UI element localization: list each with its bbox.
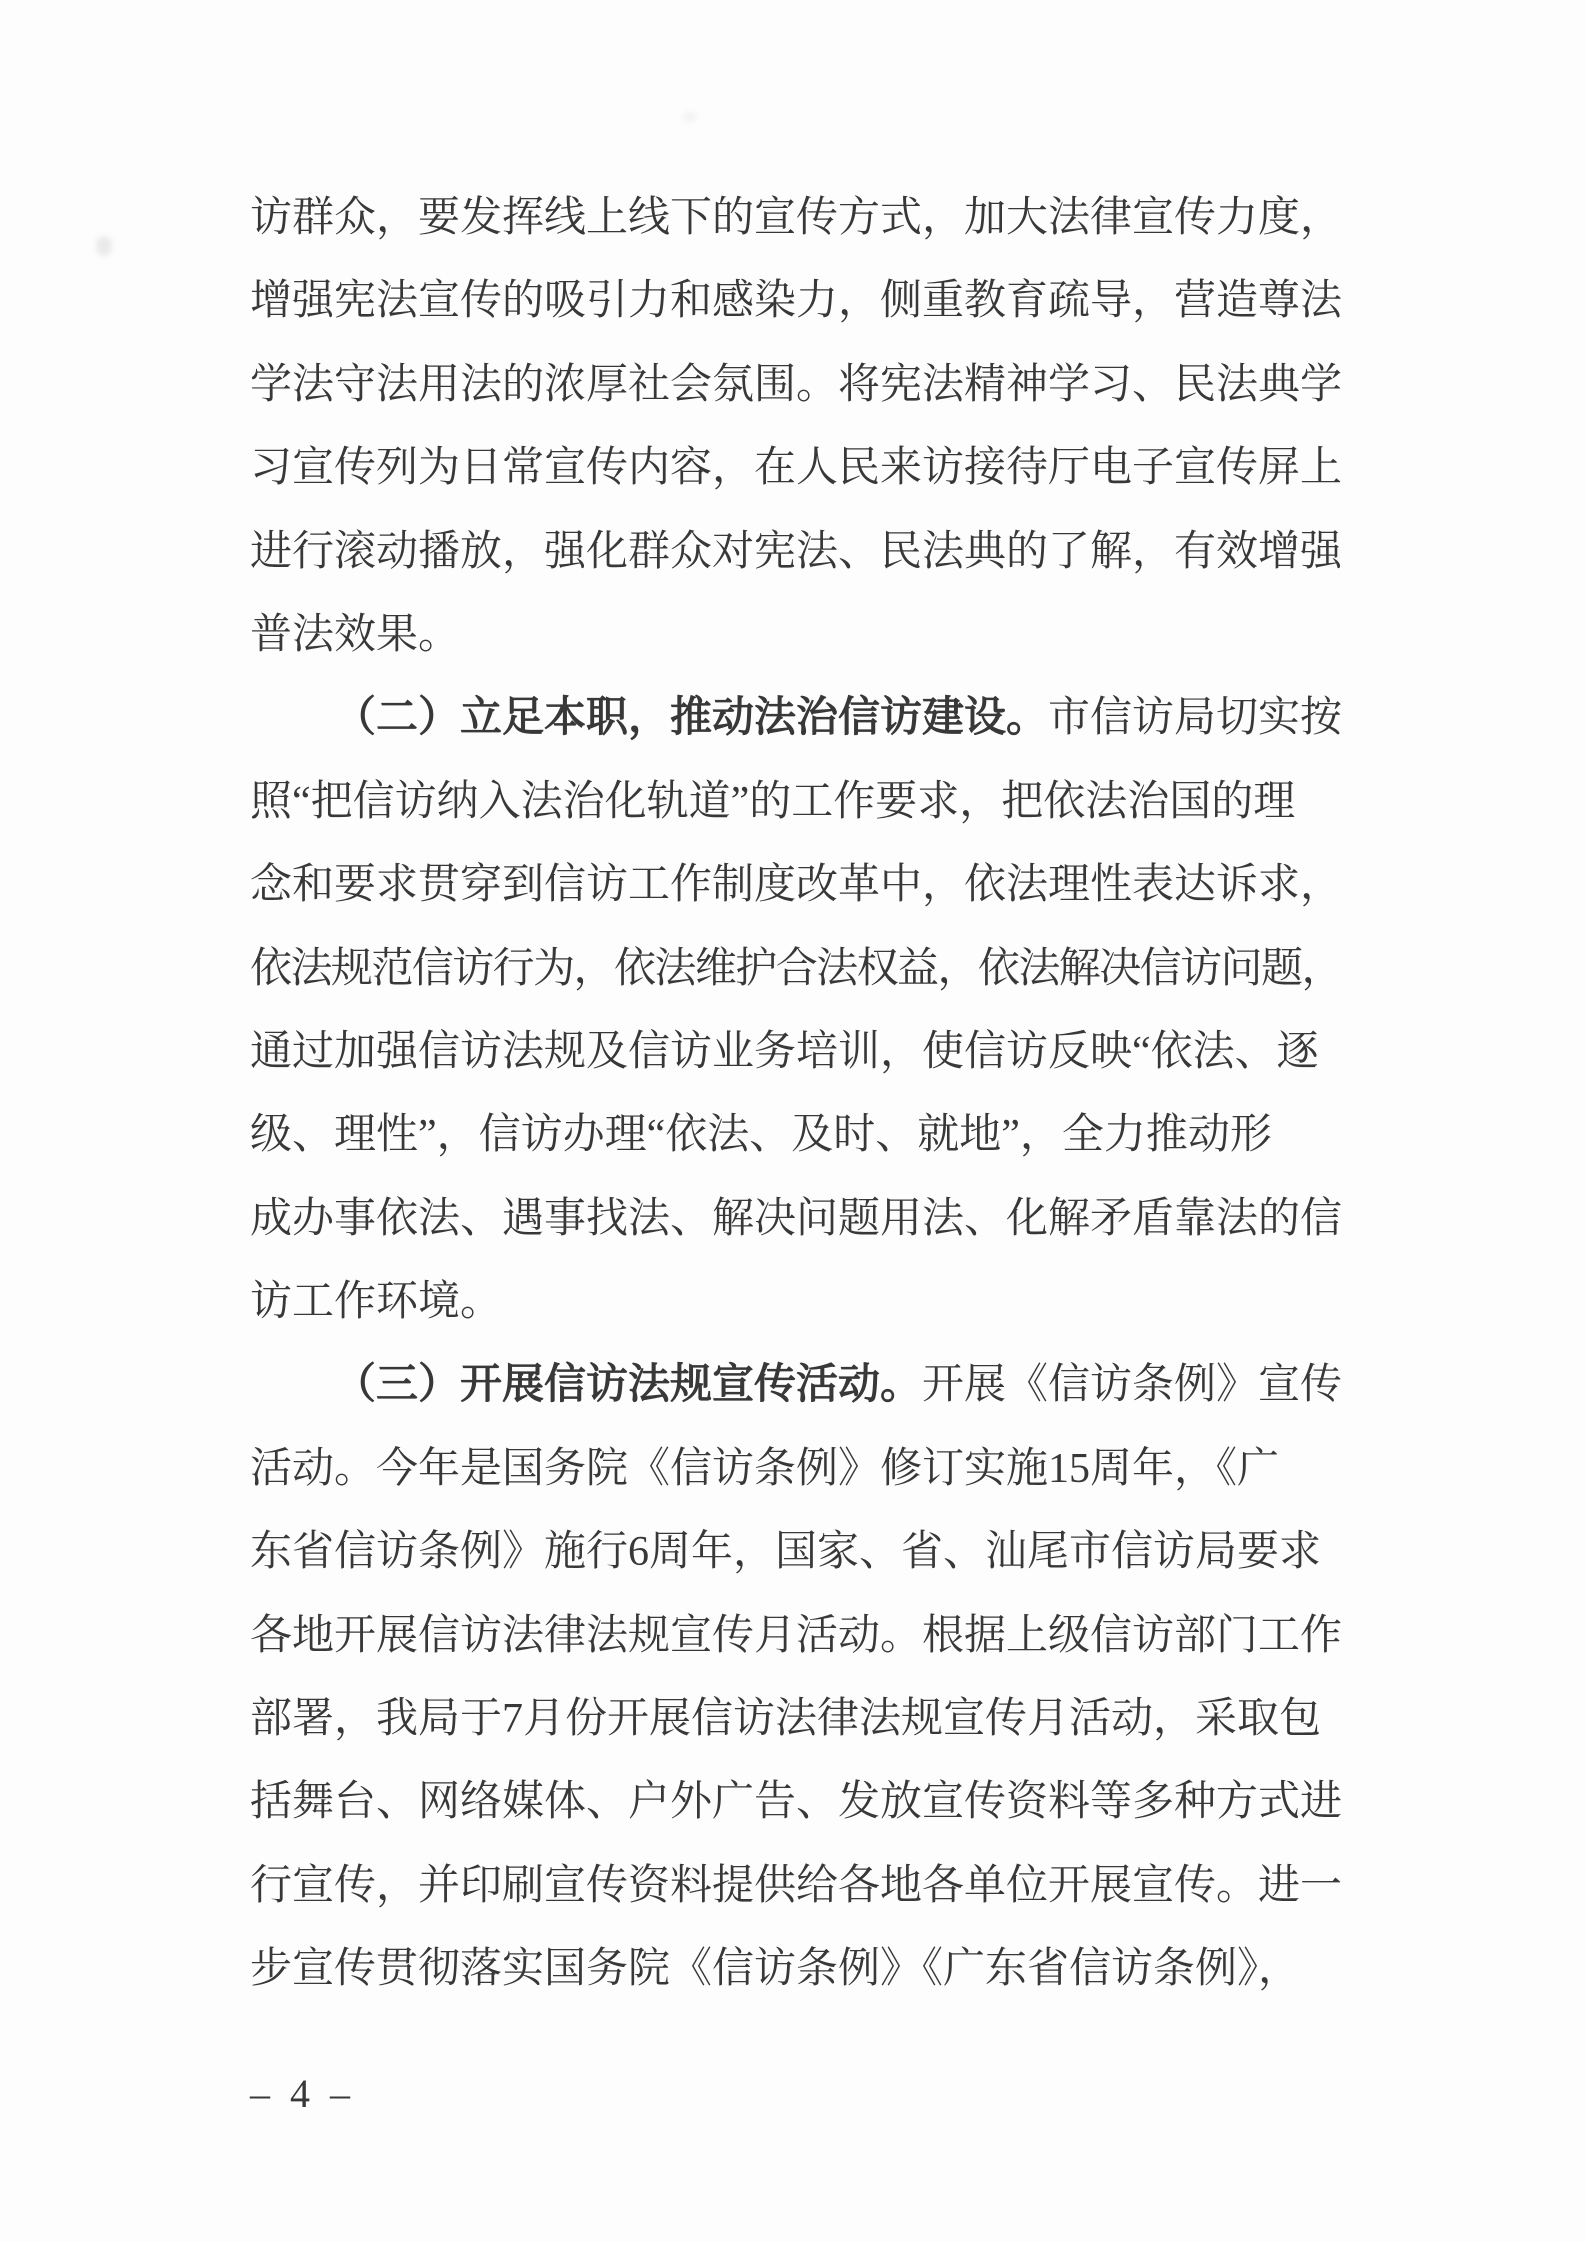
document-line bbox=[250, 1595, 1342, 1678]
text-segment: 活动。今年是国务院《信访条例》修订实施15周年，《广 bbox=[250, 1445, 1280, 1492]
document-line bbox=[250, 1761, 1342, 1844]
text-segment: 念和要求贯穿到信访工作制度改革中，依法理性表达诉求， bbox=[250, 862, 1343, 909]
text-segment: 部署，我局于7月份开展信访法律法规宣传月活动，采取包 bbox=[250, 1696, 1322, 1743]
text-segment: 市信访局切实按 bbox=[1048, 695, 1343, 742]
document-line bbox=[250, 427, 1342, 510]
document-line bbox=[250, 511, 1342, 594]
page-number: – 4 – bbox=[250, 2071, 355, 2116]
scan-artifact bbox=[96, 236, 112, 256]
text-segment: 普法效果。 bbox=[250, 611, 461, 658]
text-block bbox=[250, 177, 1342, 2012]
document-line bbox=[250, 344, 1342, 427]
text-segment: 访工作环境。 bbox=[250, 1279, 503, 1326]
text-segment: 各地开展信访法律法规宣传月活动。根据上级信访部门工作 bbox=[250, 1612, 1343, 1659]
text-segment: 依法规范信访行为，依法维护合法权益，依法解决信访问题， bbox=[250, 945, 1342, 992]
document-line bbox=[250, 1511, 1342, 1594]
document-line bbox=[250, 928, 1342, 1011]
text-segment: 进行滚动播放，强化群众对宪法、民法典的了解，有效增强 bbox=[250, 528, 1343, 575]
document-line bbox=[250, 1261, 1342, 1344]
document-line bbox=[250, 761, 1342, 844]
document-line bbox=[250, 1678, 1342, 1761]
document-line bbox=[250, 1928, 1342, 2011]
text-segment: 访群众，要发挥线上线下的宣传方式，加大法律宣传力度， bbox=[250, 195, 1343, 241]
text-segment: 习宣传列为日常宣传内容，在人民来访接待厅电子宣传屏上 bbox=[250, 445, 1343, 492]
text-segment: 学法守法用法的浓厚社会氛围。将宪法精神学习、民法典学 bbox=[250, 361, 1343, 408]
document-line bbox=[250, 1094, 1342, 1177]
document-line bbox=[250, 844, 1342, 927]
document-line bbox=[250, 177, 1342, 260]
document-line bbox=[250, 1845, 1342, 1928]
text-segment: 成办事依法、遇事找法、解决问题用法、化解矛盾靠法的信 bbox=[250, 1195, 1343, 1242]
text-segment: 开展《信访条例》宣传 bbox=[922, 1362, 1343, 1409]
text-segment: 照“把信访纳入法治化轨道”的工作要求，把依法治国的理 bbox=[250, 778, 1296, 825]
document-line bbox=[250, 1011, 1342, 1094]
scan-artifact bbox=[683, 112, 697, 122]
text-segment: 级、理性”，信访办理“依法、及时、就地”，全力推动形 bbox=[250, 1112, 1272, 1159]
heading-segment: （三）开展信访法规宣传活动。 bbox=[334, 1362, 923, 1409]
document-line bbox=[250, 1344, 1342, 1427]
document-line bbox=[250, 1428, 1342, 1511]
document-line bbox=[250, 594, 1342, 677]
text-segment: 步宣传贯彻落实国务院《信访条例》《广东省信访条例》， bbox=[250, 1946, 1301, 1993]
document-line bbox=[250, 1178, 1342, 1261]
heading-segment: （二）立足本职，推动法治信访建设。 bbox=[334, 695, 1049, 742]
text-segment: 行宣传，并印刷宣传资料提供给各地各单位开展宣传。进一 bbox=[250, 1862, 1343, 1909]
text-segment: 括舞台、网络媒体、户外广告、发放宣传资料等多种方式进 bbox=[250, 1779, 1343, 1826]
text-segment: 通过加强信访法规及信访业务培训，使信访反映“依法、逐 bbox=[250, 1028, 1319, 1075]
document-line bbox=[250, 677, 1342, 760]
text-segment: 增强宪法宣传的吸引力和感染力，侧重教育疏导，营造尊法 bbox=[250, 278, 1343, 325]
text-segment: 东省信访条例》施行6周年，国家、省、汕尾市信访局要求 bbox=[250, 1529, 1322, 1576]
document-line bbox=[250, 260, 1342, 343]
